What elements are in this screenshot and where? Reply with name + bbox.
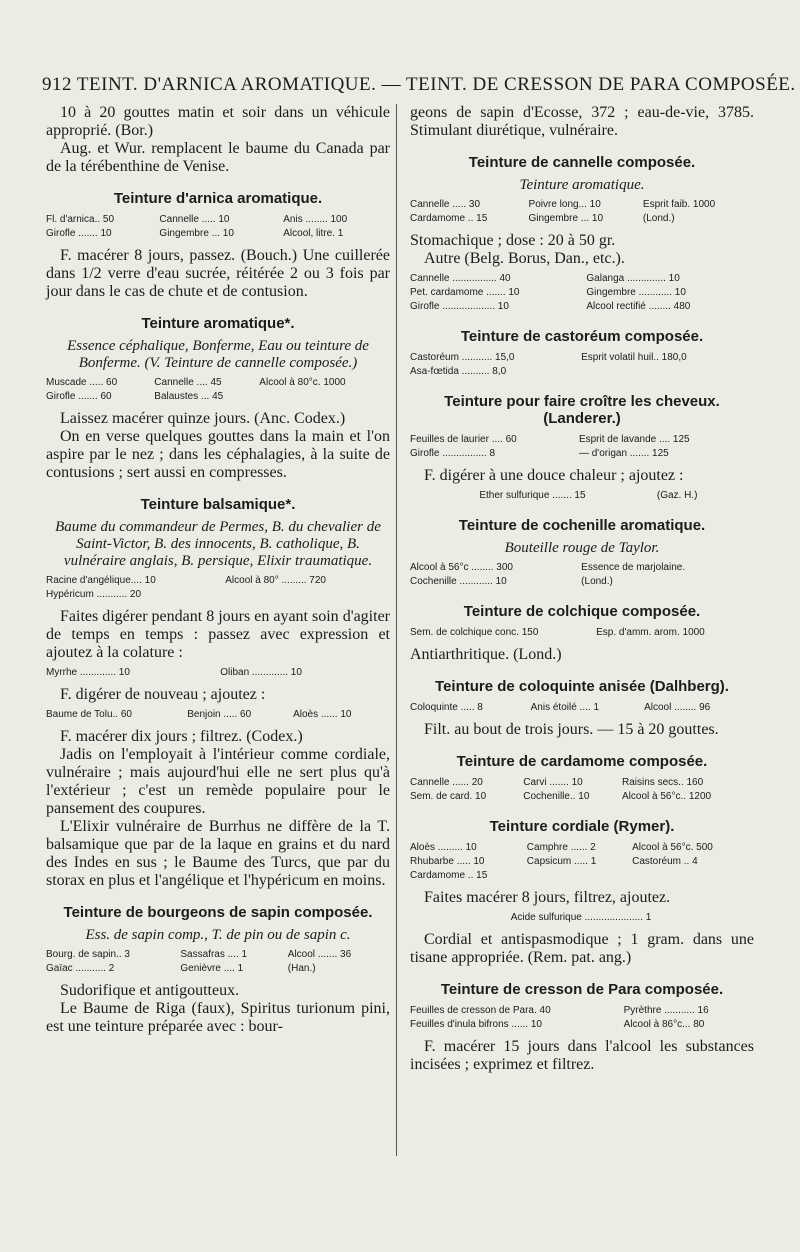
recipe-row xyxy=(410,198,754,212)
recipe-row xyxy=(410,776,754,790)
ingredient: Benjoin ..... 60 xyxy=(187,709,252,720)
paragraph: F. macérer dix jours ; filtrez. (Codex.) xyxy=(60,728,303,745)
section-title: Teinture de cannelle composée. xyxy=(468,154,696,171)
ingredient: Esprit faib. 1000 xyxy=(642,199,716,210)
ingredient: Pyrèthre ........... 16 xyxy=(623,1005,709,1016)
ingredient: Essence de marjolaine. xyxy=(581,562,686,573)
recipe-table xyxy=(410,198,754,226)
paragraph: Autre (Belg. Borus, Dan., etc.). xyxy=(424,250,625,267)
paragraph: Cordial et antispasmodique ; 1 gram. dans une tisane appropriée. (Rem. pat. ang.) xyxy=(410,931,754,966)
ingredient: Sem. de colchique conc. 150 xyxy=(410,627,539,638)
ingredient: Sem. de card. 10 xyxy=(410,791,487,802)
recipe-table xyxy=(410,1004,754,1032)
ingredient: Myrrhe ............. 10 xyxy=(46,667,130,678)
ingredient: Alcool à 80°c. 1000 xyxy=(259,377,346,388)
paragraph: Faites macérer 8 jours, filtrez, ajoutez. xyxy=(424,889,671,906)
recipe-row xyxy=(410,869,754,883)
section-title: Teinture balsamique*. xyxy=(140,496,296,513)
ingredient: Baume de Tolu.. 60 xyxy=(46,709,132,720)
ingredient: Cochenille.. 10 xyxy=(523,791,590,802)
recipe-row xyxy=(410,626,754,640)
paragraph: Stomachique ; dose : 20 à 50 gr. xyxy=(410,232,616,249)
paragraph: Le Baume de Riga (faux), Spiritus turionum pini, est une teinture préparée avec : bour- xyxy=(46,1000,390,1035)
recipe-table xyxy=(410,911,754,925)
recipe-table xyxy=(46,708,390,722)
recipe-row xyxy=(46,962,390,976)
section-subtitle: Teinture aromatique. xyxy=(519,177,645,193)
ingredient: Feuilles de cresson de Para. 40 xyxy=(410,1005,551,1016)
recipe-row xyxy=(410,300,754,314)
ingredient: Aloès ......... 10 xyxy=(410,842,477,853)
ingredient: Genièvre .... 1 xyxy=(180,963,244,974)
running-header xyxy=(42,74,796,96)
ingredient: Oliban ............. 10 xyxy=(220,667,302,678)
recipe-table xyxy=(46,948,390,976)
recipe-row xyxy=(410,351,754,365)
ingredient: Girofle ................ 8 xyxy=(410,448,496,459)
ingredient xyxy=(581,365,754,379)
section-title: Teinture aromatique*. xyxy=(141,315,295,332)
ingredient: Asa-fœtida .......... 8,0 xyxy=(410,366,507,377)
ingredient: Carvi ....... 10 xyxy=(523,777,583,788)
recipe-table xyxy=(410,626,754,640)
paragraph: Antiarthritique. (Lond.) xyxy=(410,646,562,663)
ingredient: Aloès ...... 10 xyxy=(293,709,352,720)
ingredient: Anis ........ 100 xyxy=(283,214,348,225)
ingredient: Alcool à 56°c. 500 xyxy=(632,842,713,853)
ingredient: Alcool à 56°c.. 1200 xyxy=(622,791,712,802)
ingredient: Raisins secs.. 160 xyxy=(622,777,704,788)
ingredient: Ether sulfurique ....... 15 xyxy=(479,490,586,501)
paragraph: Faites digérer pendant 8 jours en ayant soin d'agiter de temps en temps : passez avec expression et ajoutez à la colature : xyxy=(46,608,390,661)
section-subtitle: Bouteille rouge de Taylor. xyxy=(504,540,660,556)
recipe-table xyxy=(410,489,754,503)
paragraph: Jadis on l'employait à l'intérieur comme cordiale, vulnéraire ; mais aujourd'hui elle ne sert plus qu'à l'extérieur ; c'est un remède populaire pour le pansement des coupures. xyxy=(46,746,390,817)
ingredient: Esprit volatil huil.. 180,0 xyxy=(581,352,687,363)
ingredient: Girofle ....... 10 xyxy=(46,228,112,239)
recipe-row xyxy=(410,701,754,715)
recipe-row xyxy=(46,376,390,390)
recipe-row xyxy=(46,227,390,241)
ingredient: Balaustes ... 45 xyxy=(154,391,224,402)
ingredient: Feuilles de laurier .... 60 xyxy=(410,434,517,445)
ingredient xyxy=(225,588,390,602)
ingredient: Camphre ...... 2 xyxy=(526,842,596,853)
recipe-row xyxy=(410,790,754,804)
ingredient: Bourg. de sapin.. 3 xyxy=(46,949,130,960)
recipe-row xyxy=(410,489,754,503)
recipe-table xyxy=(46,376,390,404)
recipe-row xyxy=(410,433,754,447)
recipe-row xyxy=(46,390,390,404)
section-title: Teinture de bourgeons de sapin composée. xyxy=(63,904,373,921)
ingredient: Gingembre ... 10 xyxy=(528,213,604,224)
section-title: Teinture de cardamome composée. xyxy=(456,753,708,770)
paragraph: On en verse quelques gouttes dans la main et l'on aspire par le nez ; dans les céphalagies, à la suite de contusions ; sert aussi en compresses. xyxy=(46,428,390,481)
left-column xyxy=(46,104,390,1036)
recipe-row xyxy=(410,575,754,589)
ingredient: Alcool ........ 96 xyxy=(644,702,711,713)
recipe-table xyxy=(410,841,754,883)
ingredient xyxy=(527,869,632,883)
recipe-row xyxy=(410,841,754,855)
ingredient: Acide sulfurique ..................... 1 xyxy=(510,912,652,923)
section-title: Teinture de colchique composée. xyxy=(463,603,701,620)
ingredient: (Han.) xyxy=(287,963,316,974)
ingredient: Alcool ....... 36 xyxy=(287,949,352,960)
ingredient: Anis étoilé .... 1 xyxy=(530,702,600,713)
ingredient: Hypéricum ........... 20 xyxy=(46,589,142,600)
recipe-table xyxy=(410,272,754,314)
ingredient: Cardamome .. 15 xyxy=(410,870,488,881)
ingredient: (Gaz. H.) xyxy=(656,490,698,501)
recipe-table xyxy=(410,701,754,715)
ingredient: (Lond.) xyxy=(642,213,675,224)
ingredient: Fl. d'arnica.. 50 xyxy=(46,214,115,225)
ingredient: Rhubarbe ..... 10 xyxy=(410,856,485,867)
recipe-row xyxy=(46,213,390,227)
ingredient: Capsicum ..... 1 xyxy=(526,856,597,867)
recipe-row xyxy=(46,574,390,588)
ingredient: Pet. cardamome ....... 10 xyxy=(410,287,520,298)
ingredient: Alcool à 80° ......... 720 xyxy=(225,575,326,586)
ingredient: Cardamome .. 15 xyxy=(410,213,488,224)
recipe-table xyxy=(46,213,390,241)
ingredient: Alcool à 86°c... 80 xyxy=(623,1019,705,1030)
ingredient: Castoréum ........... 15,0 xyxy=(410,352,515,363)
column-divider xyxy=(396,104,397,1156)
recipe-row xyxy=(46,948,390,962)
section-title: Teinture de castoréum composée. xyxy=(460,328,704,345)
section-subtitle: Ess. de sapin comp., T. de pin ou de sapin c. xyxy=(85,927,351,943)
recipe-row xyxy=(46,708,390,722)
section-subtitle: Baume du commandeur de Permes, B. du chevalier de Saint-Victor, B. des innocents, B. catholique, B. vulnéraire anglais, B. persique, Elixir traumatique. xyxy=(55,519,381,569)
ingredient: Gingembre ............ 10 xyxy=(586,287,686,298)
recipe-row xyxy=(46,666,390,680)
recipe-row xyxy=(410,561,754,575)
ingredient xyxy=(259,390,390,404)
ingredient: Girofle ................... 10 xyxy=(410,301,509,312)
ingredient: Cannelle ..... 30 xyxy=(410,199,481,210)
recipe-row xyxy=(410,286,754,300)
ingredient: — d'origan ....... 125 xyxy=(578,448,669,459)
ingredient: Esp. d'amm. arom. 1000 xyxy=(596,627,705,638)
recipe-row xyxy=(410,855,754,869)
recipe-row xyxy=(410,272,754,286)
ingredient: Coloquinte ..... 8 xyxy=(410,702,483,713)
ingredient: Sassafras .... 1 xyxy=(180,949,248,960)
recipe-row xyxy=(410,447,754,461)
ingredient: Gingembre ... 10 xyxy=(159,228,234,239)
ingredient: Muscade ..... 60 xyxy=(46,377,118,388)
header-title: TEINT. D'ARNICA AROMATIQUE. — TEINT. DE CRESSON DE PARA COMPOSÉE. xyxy=(76,74,796,95)
ingredient: Cannelle ...... 20 xyxy=(410,777,483,788)
ingredient: Cannelle ................ 40 xyxy=(410,273,511,284)
paragraph: F. macérer 15 jours dans l'alcool les substances incisées ; exprimez et filtrez. xyxy=(410,1038,754,1073)
recipe-row xyxy=(410,365,754,379)
recipe-row xyxy=(410,1018,754,1032)
paragraph: Sudorifique et antigoutteux. xyxy=(60,982,240,999)
ingredient: Esprit de lavande .... 125 xyxy=(578,434,690,445)
ingredient: Gaïac ........... 2 xyxy=(46,963,115,974)
paragraph: geons de sapin d'Ecosse, 372 ; eau-de-vie, 3785. Stimulant diurétique, vulnéraire. xyxy=(410,104,754,139)
ingredient: Feuilles d'inula bifrons ...... 10 xyxy=(410,1019,542,1030)
ingredient: Cochenille ............ 10 xyxy=(410,576,507,587)
recipe-table xyxy=(410,561,754,589)
recipe-table xyxy=(410,776,754,804)
ingredient: Girofle ....... 60 xyxy=(46,391,112,402)
page-number: 912 xyxy=(42,74,72,95)
section-title: Teinture de cochenille aromatique. xyxy=(458,517,706,534)
paragraph: F. digérer de nouveau ; ajoutez : xyxy=(60,686,266,703)
ingredient: Castoréum .. 4 xyxy=(632,856,698,867)
section-title: Teinture pour faire croître les cheveux. (Landerer.) xyxy=(444,393,720,427)
recipe-table xyxy=(46,574,390,602)
section-title: Teinture cordiale (Rymer). xyxy=(489,818,675,835)
ingredient: Galanga .............. 10 xyxy=(586,273,680,284)
ingredient: (Lond.) xyxy=(581,576,613,587)
ingredient: Alcool rectifié ........ 480 xyxy=(586,301,691,312)
ingredient: Alcool, litre. 1 xyxy=(283,228,344,239)
ingredient: Cannelle .... 45 xyxy=(154,377,222,388)
section-title: Teinture de cresson de Para composée. xyxy=(440,981,724,998)
recipe-row xyxy=(410,911,754,925)
recipe-table xyxy=(410,351,754,379)
recipe-row xyxy=(410,1004,754,1018)
section-subtitle: Essence céphalique, Bonferme, Eau ou teinture de Bonferme. (V. Teinture de cannelle composée.) xyxy=(67,338,369,371)
paragraph: F. digérer à une douce chaleur ; ajoutez : xyxy=(424,467,684,484)
paragraph: Aug. et Wur. remplacent le baume du Canada par de la térébenthine de Venise. xyxy=(46,140,390,175)
ingredient: Cannelle ..... 10 xyxy=(159,214,230,225)
recipe-row xyxy=(410,212,754,226)
paragraph: F. macérer 8 jours, passez. (Bouch.) Une cuillerée dans 1/2 verre d'eau sucrée, réitérée 2 ou 3 fois par jour dans le cas de chute et de contusion. xyxy=(46,247,390,300)
ingredient xyxy=(632,869,754,883)
recipe-table xyxy=(410,433,754,461)
paragraph: L'Elixir vulnéraire de Burrhus ne diffère de la T. balsamique que par de la laque en grains et du nard des Indes en sus ; le Baume des Turcs, que par du storax en plus et l'angélique et l'hypéricum en moins. xyxy=(46,818,390,889)
recipe-table xyxy=(46,666,390,680)
recipe-row xyxy=(46,588,390,602)
ingredient: Alcool à 56°c ........ 300 xyxy=(410,562,513,573)
right-column xyxy=(410,104,754,1074)
paragraph: Filt. au bout de trois jours. — 15 à 20 gouttes. xyxy=(424,721,719,738)
paragraph: Laissez macérer quinze jours. (Anc. Codex.) xyxy=(60,410,346,427)
section-title: Teinture d'arnica aromatique. xyxy=(113,190,323,207)
ingredient: Racine d'angélique.... 10 xyxy=(46,575,156,586)
paragraph: 10 à 20 gouttes matin et soir dans un véhicule approprié. (Bor.) xyxy=(46,104,390,139)
ingredient: Poivre long... 10 xyxy=(528,199,601,210)
section-title: Teinture de coloquinte anisée (Dalhberg). xyxy=(435,678,729,695)
